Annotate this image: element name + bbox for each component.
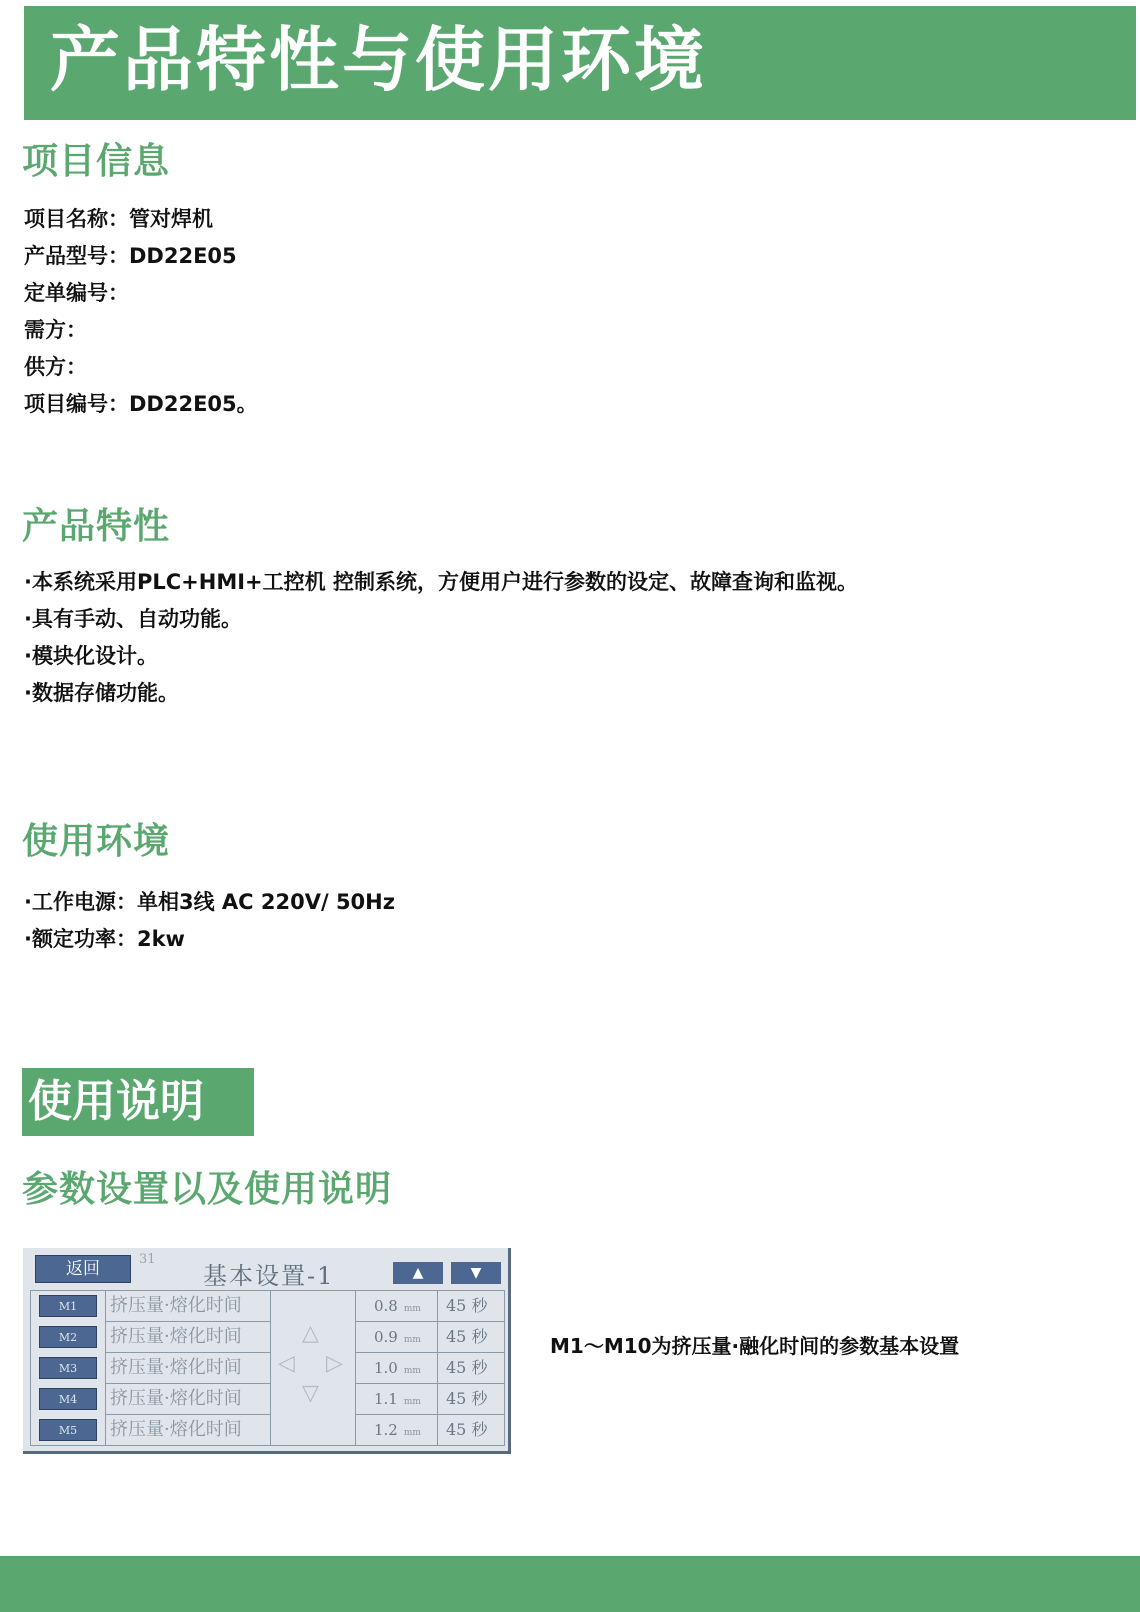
buyer-line: 需方：	[24, 318, 87, 342]
product-model-line: 产品型号：DD22E05	[24, 244, 237, 268]
hmi-row	[31, 1415, 504, 1446]
hmi-value-number: 1.1	[374, 1390, 398, 1408]
hmi-screenshot	[23, 1248, 511, 1454]
hmi-row	[31, 1322, 504, 1353]
hmi-row-description: 挤压量·熔化时间	[105, 1415, 271, 1446]
feature-item: · 模块化设计。	[24, 638, 858, 675]
usage-tab	[22, 1068, 254, 1136]
hmi-parameter-table	[30, 1290, 505, 1446]
hmi-melt-time[interactable]: 45 秒	[437, 1384, 504, 1415]
supplier-line: 供方：	[24, 355, 87, 379]
hmi-screen-title: 基本设置-1	[203, 1262, 335, 1290]
project-info-heading: 项目信息	[22, 141, 171, 182]
hmi-value-unit: mm	[403, 1397, 421, 1407]
hmi-caption: M1～M10为挤压量·融化时间的参数基本设置	[550, 1334, 960, 1358]
page-title: 产品特性与使用环境	[50, 19, 707, 101]
hmi-row-description: 挤压量·熔化时间	[105, 1384, 271, 1415]
feature-item: · 具有手动、自动功能。	[24, 601, 858, 638]
hmi-row	[31, 1353, 504, 1384]
hmi-back-button[interactable]: 返回	[35, 1255, 131, 1283]
rated-power-item: · 额定功率：2kw	[24, 921, 395, 958]
hmi-row-description: 挤压量·熔化时间	[105, 1353, 271, 1384]
hmi-extrusion-value[interactable]	[355, 1291, 437, 1322]
features-list	[24, 564, 858, 712]
features-heading: 产品特性	[22, 506, 171, 547]
hmi-melt-time[interactable]: 45 秒	[437, 1322, 504, 1353]
hmi-melt-time[interactable]: 45 秒	[437, 1291, 504, 1322]
feature-item: · 数据存储功能。	[24, 675, 858, 712]
usage-tab-label: 使用说明	[28, 1076, 204, 1127]
power-supply-item: · 工作电源：单相3线 AC 220V/ 50Hz	[24, 884, 395, 921]
hmi-m-button[interactable]: M1	[39, 1295, 97, 1317]
arrow-down-icon: ▽	[302, 1381, 319, 1406]
hmi-row-description: 挤压量·熔化时间	[105, 1322, 271, 1353]
project-name-line: 项目名称：管对焊机	[24, 207, 213, 231]
hmi-value-unit: mm	[403, 1366, 421, 1376]
hmi-value-unit: mm	[403, 1335, 421, 1345]
hmi-direction-arrows	[276, 1321, 346, 1421]
project-info-list	[24, 201, 258, 423]
hmi-extrusion-value[interactable]	[355, 1384, 437, 1415]
arrow-left-icon: ◁	[278, 1351, 295, 1376]
hmi-m-button[interactable]: M2	[39, 1326, 97, 1348]
hmi-extrusion-value[interactable]	[355, 1322, 437, 1353]
hmi-value-number: 0.8	[374, 1297, 398, 1315]
hmi-m-button[interactable]: M3	[39, 1357, 97, 1379]
hmi-row-description: 挤压量·熔化时间	[105, 1291, 271, 1322]
order-number-line: 定单编号：	[24, 281, 129, 305]
hmi-page-up-button[interactable]	[393, 1262, 443, 1284]
hmi-value-unit: mm	[403, 1428, 421, 1438]
hmi-row	[31, 1291, 504, 1322]
hmi-melt-time[interactable]: 45 秒	[437, 1415, 504, 1446]
hmi-page-number: 31	[139, 1252, 156, 1267]
hmi-extrusion-value[interactable]	[355, 1415, 437, 1446]
environment-heading: 使用环境	[22, 821, 171, 862]
title-banner	[24, 6, 1136, 120]
hmi-m-button[interactable]: M5	[39, 1419, 97, 1441]
triangle-up-icon: ▲	[412, 1265, 424, 1281]
footer-bar	[0, 1556, 1140, 1612]
hmi-value-number: 0.9	[374, 1328, 398, 1346]
hmi-melt-time[interactable]: 45 秒	[437, 1353, 504, 1384]
arrow-up-icon: △	[302, 1321, 319, 1346]
hmi-value-unit: mm	[403, 1304, 421, 1314]
hmi-page-down-button[interactable]	[451, 1262, 501, 1284]
environment-list	[24, 884, 395, 958]
hmi-m-button[interactable]: M4	[39, 1388, 97, 1410]
feature-item: · 本系统采用PLC+HMI+工控机 控制系统，方便用户进行参数的设定、故障查询和监视。	[24, 564, 858, 601]
hmi-extrusion-value[interactable]	[355, 1353, 437, 1384]
hmi-value-number: 1.2	[374, 1421, 398, 1439]
parameter-settings-heading: 参数设置以及使用说明	[22, 1169, 393, 1210]
hmi-row	[31, 1384, 504, 1415]
triangle-down-icon: ▼	[470, 1265, 482, 1281]
project-number-line: 项目编号：DD22E05。	[24, 392, 258, 416]
arrow-right-icon: ▷	[326, 1351, 343, 1376]
hmi-value-number: 1.0	[374, 1359, 398, 1377]
